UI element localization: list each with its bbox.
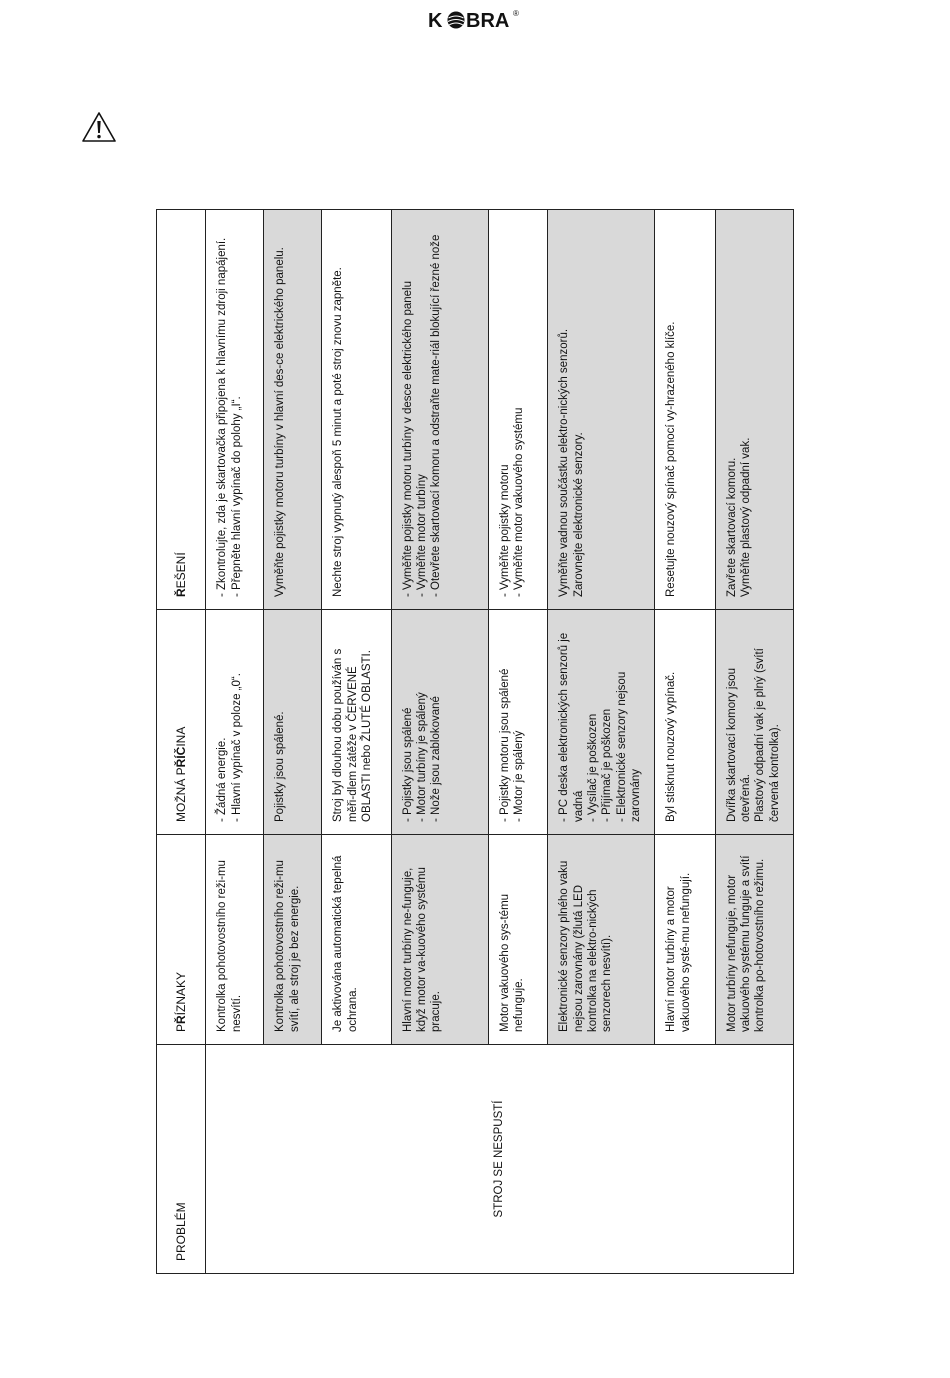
cause-cell: Stroj byl dlouhou dobu používán s měři-dlem zátěže v ČERVENÉ OBLASTI nebo ŽLUTÉ OBLASTI. (322, 610, 391, 835)
cause-cell (391, 610, 488, 835)
symptom-cell: Kontrolka pohotovostního reži-mu svítí, ale stroj je bez energie. (264, 835, 322, 1045)
cause-item: - Přijímač je poškozen (600, 622, 614, 822)
cause-item: - Žádná energie. (215, 622, 229, 822)
logo-letters-bra: BRA (466, 10, 510, 32)
solution-item: - Přepněte hlavní vypínač do polohy „I“. (230, 222, 244, 597)
logo-letter-k: K (428, 10, 443, 32)
solution-line: Zavřete skartovací komoru. (725, 457, 738, 597)
cause-item: - PC deska elektronických senzorů je vadná (557, 622, 586, 822)
warning-icon (80, 110, 118, 144)
cause-item: - Motor turbíny je spálený (415, 622, 429, 822)
symptom-cell: Hlavní motor turbíny ne-funguje, když motor va-kuového systému pracuje. (391, 835, 488, 1045)
solution-cell (206, 210, 264, 610)
cause-cell: Byl stisknut nouzový vypínač. (655, 610, 715, 835)
symptom-cell: Motor turbíny nefunguje, motor vakuového systému funguje a svítí kontrolka po-hotovostního režimu. (715, 835, 793, 1045)
cause-item: - Nože jsou zablokované (429, 622, 443, 822)
solution-cell (715, 210, 793, 610)
cause-line: Dvířka skartovací komory jsou otevřená. (725, 667, 753, 822)
cause-cell (548, 610, 655, 835)
symptom-cell: Elektronické senzory plného vaku nejsou zarovnány (žlutá LED kontrolka na elektro-nických senzorech nesvítí). (548, 835, 655, 1045)
solution-cell (548, 210, 655, 610)
solution-cell: Resetujte nouzový spínač pomocí vy-hrazeného klíče. (655, 210, 715, 610)
solution-line: Vyměňte plastový odpadní vak. (740, 437, 753, 597)
solution-cell: Nechte stroj vypnutý alespoň 5 minut a poté stroj znovu zapněte. (322, 210, 391, 610)
solution-item: - Otevřete skartovací komoru a odstraňte mate-riál blokující řezné nože (429, 222, 443, 597)
cause-item: - Hlavní vypínač v poloze „0“. (230, 622, 244, 822)
solution-line: Vyměňte vadnou součástku elektro-nických senzorů. (558, 328, 571, 597)
header-possible-cause: MOŽNÁ PŘÍČINA (157, 610, 206, 835)
solution-cell (391, 210, 488, 610)
solution-item: - Vyměňte motor turbíny (415, 222, 429, 597)
cause-cell (488, 610, 547, 835)
solution-line: Zarovnejte elektronické senzory. (572, 432, 585, 597)
header-solution: ŘEŠENÍ (157, 210, 206, 610)
solution-cell (488, 210, 547, 610)
problem-cell (206, 1045, 794, 1274)
problem-label: STROJ SE NESPUSTÍ (493, 1100, 506, 1218)
cause-line: Plastový odpadní vak je plný (svítí červená kontrolka). (754, 648, 781, 822)
table-row (206, 210, 264, 1274)
cause-item: - Elektronické senzory nejsou zarovnány (615, 622, 644, 822)
kobra-logo (420, 6, 530, 34)
kobra-logo-graphic (420, 6, 530, 34)
troubleshooting-table-container (156, 210, 794, 1274)
troubleshooting-table (156, 209, 794, 1274)
cause-item: - Pojistky jsou spálené (401, 622, 415, 822)
cause-item: - Motor je spálený (512, 622, 526, 822)
solution-item: - Vyměňte motor vakuového systému (512, 222, 526, 597)
symptom-cell: Motor vakuového sys-tému nefunguje. (488, 835, 547, 1045)
table-header-row (157, 210, 206, 1274)
header-problem: PROBLÉM (157, 1045, 206, 1274)
cause-cell (715, 610, 793, 835)
cause-cell: Pojistky jsou spálené. (264, 610, 322, 835)
symptom-cell: Je aktivována automatická tepelná ochrana. (322, 835, 391, 1045)
header-symptoms: PŘÍZNAKY (157, 835, 206, 1045)
solution-cell: Vyměňte pojistky motoru turbíny v hlavní des-ce elektrického panelu. (264, 210, 322, 610)
symptom-cell: Kontrolka pohotovostního reži-mu nesvítí. (206, 835, 264, 1045)
solution-item: - Zkontrolujte, zda je skartovačka připojena k hlavnímu zdroji napájení. (215, 222, 229, 597)
cause-cell (206, 610, 264, 835)
cause-item: - Pojistky motoru jsou spálené (498, 622, 512, 822)
symptom-cell: Hlavní motor turbíny a motor vakuového systé-mu nefungují. (655, 835, 715, 1045)
registered-mark: ® (513, 9, 519, 18)
cause-item: - Vysílač je poškozen (586, 622, 600, 822)
solution-item: - Vyměňte pojistky motoru turbíny v desce elektrického panelu (401, 222, 415, 597)
solution-item: - Vyměňte pojistky motoru (498, 222, 512, 597)
